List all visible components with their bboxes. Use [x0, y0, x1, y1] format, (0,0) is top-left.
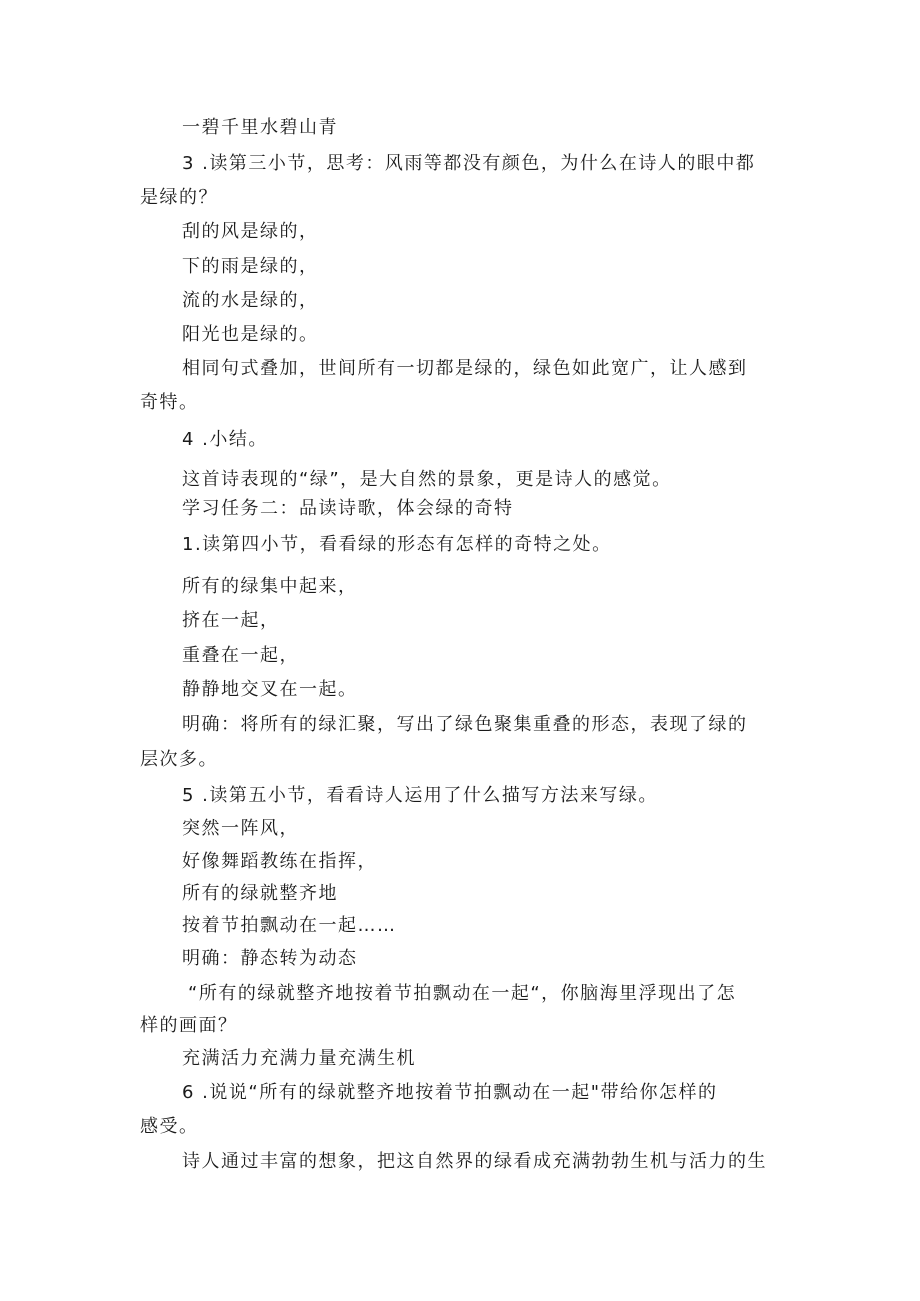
question-3: 3 .读第三小节，思考：风雨等都没有颜色，为什么在诗人的眼中都 — [182, 153, 756, 174]
text-line: 一碧千里水碧山青 — [182, 117, 338, 138]
text-line: 是绿的？ — [140, 187, 218, 208]
poem-line: 下的雨是绿的， — [182, 256, 319, 277]
poem-line: 好像舞蹈教练在指挥， — [182, 851, 377, 872]
poem-line: 刮的风是绿的， — [182, 221, 319, 242]
poem-line: 所有的绿就整齐地 — [182, 883, 338, 904]
poem-line: 重叠在一起， — [182, 645, 299, 666]
text-line: 这首诗表现的“绿”，是大自然的景象，更是诗人的感觉。 — [182, 469, 672, 490]
poem-line: 所有的绿集中起来， — [182, 576, 358, 597]
poem-line: 阳光也是绿的。 — [182, 324, 319, 345]
text-line: 相同句式叠加，世间所有一切都是绿的，绿色如此宽广，让人感到 — [182, 358, 748, 379]
question-4: 4 .小结。 — [182, 429, 268, 450]
text-line: 充满活力充满力量充满生机 — [182, 1048, 416, 1069]
text-line: 感受。 — [140, 1116, 199, 1137]
text-line: 明确：静态转为动态 — [182, 948, 358, 969]
poem-line: 挤在一起， — [182, 610, 280, 631]
text-line: 明确：将所有的绿汇聚，写出了绿色聚集重叠的形态，表现了绿的 — [182, 714, 748, 735]
section-heading: 学习任务二：品读诗歌，体会绿的奇特 — [182, 498, 514, 519]
poem-line: 按着节拍飘动在一起…… — [182, 915, 397, 936]
text-line: 奇特。 — [140, 392, 199, 413]
poem-line: 静静地交叉在一起。 — [182, 679, 358, 700]
text-line: 诗人通过丰富的想象，把这自然界的绿看成充满勃勃生机与活力的生 — [182, 1151, 767, 1172]
text-line: 层次多。 — [140, 749, 218, 770]
question-1: 1.读第四小节，看看绿的形态有怎样的奇特之处。 — [182, 534, 612, 555]
question-6: 6 .说说“所有的绿就整齐地按着节拍飘动在一起"带给你怎样的 — [182, 1082, 718, 1103]
question-5: 5 .读第五小节，看看诗人运用了什么描写方法来写绿。 — [182, 785, 658, 806]
poem-line: 流的水是绿的， — [182, 290, 319, 311]
text-line: “所有的绿就整齐地按着节拍飘动在一起“，你脑海里浮现出了怎 — [188, 983, 737, 1004]
text-line: 样的画面？ — [140, 1015, 238, 1036]
poem-line: 突然一阵风， — [182, 818, 299, 839]
